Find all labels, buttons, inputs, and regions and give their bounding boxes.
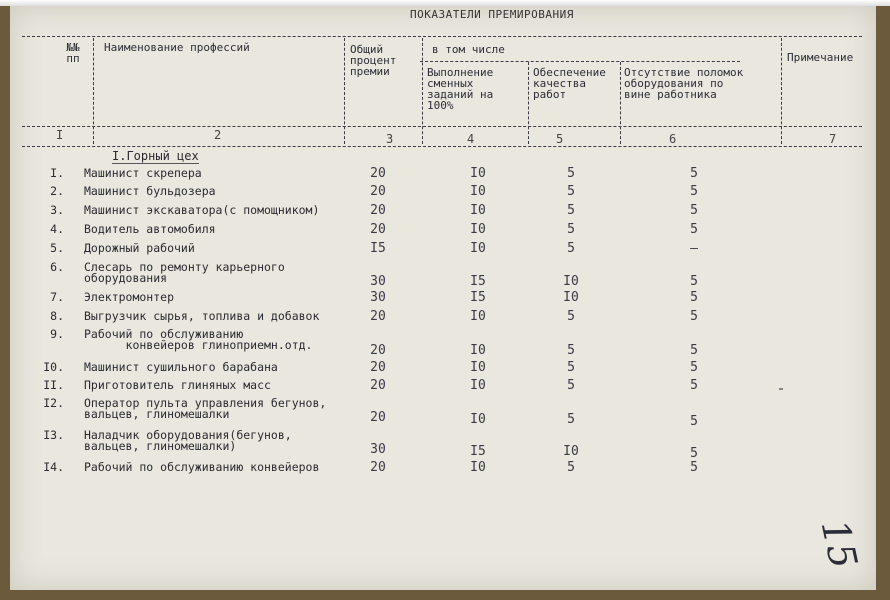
quality-percent: 5 bbox=[567, 184, 575, 199]
row-number: I0. bbox=[43, 360, 64, 374]
quality-percent: 5 bbox=[567, 222, 575, 237]
table-row bbox=[0, 186, 866, 204]
tasks-percent: I0 bbox=[470, 184, 486, 199]
total-percent: 20 bbox=[370, 222, 386, 237]
profession-name: Приготовитель глиняных масс bbox=[84, 378, 271, 392]
profession-name: Машинист бульдозера bbox=[84, 184, 216, 198]
tasks-percent: I5 bbox=[470, 274, 486, 289]
column-number-2: 2 bbox=[214, 128, 222, 142]
table-row bbox=[0, 428, 866, 461]
no-breakdown-percent: 5 bbox=[690, 166, 698, 181]
no-breakdown-percent: 5 bbox=[690, 414, 698, 429]
tasks-percent: I0 bbox=[470, 309, 486, 324]
profession-name: Оператор пульта управления бегунов, вальцев, глиномешалки bbox=[84, 396, 327, 421]
table-top-rule bbox=[22, 36, 862, 37]
row-number: I2. bbox=[43, 396, 64, 410]
total-percent: 30 bbox=[370, 290, 386, 305]
no-breakdown-percent: 5 bbox=[690, 203, 698, 218]
total-percent: 20 bbox=[370, 460, 386, 475]
total-percent: 20 bbox=[370, 360, 386, 375]
column-number-rule bbox=[22, 146, 862, 147]
header-sub1: Выполнение сменных заданий на 100% bbox=[427, 66, 494, 112]
quality-percent: 5 bbox=[567, 309, 575, 324]
header-sub2: Обеспечение качества работ bbox=[533, 66, 606, 101]
column-number-5: 5 bbox=[556, 132, 564, 146]
total-percent: 20 bbox=[370, 343, 386, 358]
tasks-percent: I0 bbox=[470, 241, 486, 256]
profession-name: Водитель автомобиля bbox=[84, 222, 216, 236]
row-number: I4. bbox=[43, 460, 64, 474]
header-name: Наименование профессий bbox=[104, 41, 250, 54]
tasks-percent: I0 bbox=[470, 203, 486, 218]
column-number-7: 7 bbox=[829, 132, 837, 146]
quality-percent: 5 bbox=[567, 343, 575, 358]
tasks-percent: I0 bbox=[470, 166, 486, 181]
row-number: 9. bbox=[50, 327, 64, 341]
total-percent: 30 bbox=[370, 442, 386, 457]
total-percent: 20 bbox=[370, 203, 386, 218]
table-row bbox=[0, 327, 866, 358]
no-breakdown-percent: 5 bbox=[690, 460, 698, 475]
column-number-3: 3 bbox=[386, 132, 394, 146]
profession-name: Наладчик оборудования(бегунов, вальцев, глиномешалки) bbox=[84, 428, 292, 453]
profession-name: Рабочий по обслуживанию конвейеров bbox=[84, 460, 320, 474]
col-divider-2 bbox=[344, 38, 345, 144]
col-divider-6 bbox=[781, 38, 782, 144]
ink-spot bbox=[779, 388, 783, 390]
total-percent: 20 bbox=[370, 378, 386, 393]
profession-name: Машинист скрепера bbox=[84, 166, 202, 180]
quality-percent: I0 bbox=[563, 444, 579, 459]
col-divider-5 bbox=[620, 62, 621, 144]
tasks-percent: I5 bbox=[470, 444, 486, 459]
col-divider-4 bbox=[528, 62, 529, 144]
no-breakdown-percent: 5 bbox=[690, 290, 698, 305]
row-number: 6. bbox=[50, 260, 64, 274]
profession-name: Рабочий по обслуживанию конвейеров глиноприемн.отд. bbox=[84, 327, 313, 352]
table-row bbox=[0, 292, 866, 310]
tasks-percent: I0 bbox=[470, 343, 486, 358]
quality-percent: 5 bbox=[567, 241, 575, 256]
profession-name: Электромонтер bbox=[84, 290, 175, 304]
quality-percent: 5 bbox=[567, 360, 575, 375]
quality-percent: 5 bbox=[567, 166, 575, 181]
total-percent: I5 bbox=[370, 241, 386, 256]
row-number: 8. bbox=[50, 309, 64, 323]
total-percent: 30 bbox=[370, 274, 386, 289]
quality-percent: 5 bbox=[567, 378, 575, 393]
no-breakdown-percent: 5 bbox=[690, 360, 698, 375]
col-divider-3 bbox=[422, 38, 423, 144]
no-breakdown-percent: 5 bbox=[690, 309, 698, 324]
tasks-percent: I0 bbox=[470, 222, 486, 237]
quality-percent: 5 bbox=[567, 203, 575, 218]
document-title: ПОКАЗАТЕЛИ ПРЕМИРОВАНИЯ bbox=[410, 8, 574, 21]
profession-name: Машинист экскаватора(с помощником) bbox=[84, 203, 320, 217]
header-num: №№ пп bbox=[66, 41, 80, 65]
row-number: 5. bbox=[50, 241, 64, 255]
table-row bbox=[0, 396, 866, 429]
quality-percent: I0 bbox=[563, 290, 579, 305]
table-row bbox=[0, 462, 866, 480]
tasks-percent: I0 bbox=[470, 412, 486, 427]
no-breakdown-percent: 5 bbox=[690, 222, 698, 237]
tasks-percent: I0 bbox=[470, 378, 486, 393]
tasks-percent: I0 bbox=[470, 460, 486, 475]
total-percent: 20 bbox=[370, 166, 386, 181]
handwritten-page-number: 15 bbox=[812, 515, 866, 573]
profession-name: Машинист сушильного барабана bbox=[84, 360, 278, 374]
profession-name: Дорожный рабочий bbox=[84, 241, 195, 255]
profession-name: Выгрузчик сырья, топлива и добавок bbox=[84, 309, 320, 323]
quality-percent: I0 bbox=[563, 274, 579, 289]
header-including: в том числе bbox=[432, 43, 505, 56]
profession-name: Слесарь по ремонту карьерного оборудования bbox=[84, 260, 285, 285]
total-percent: 20 bbox=[370, 410, 386, 425]
tasks-percent: I0 bbox=[470, 360, 486, 375]
header-sub3: Отсутствие поломок оборудования по вине работника bbox=[624, 66, 744, 101]
row-number: II. bbox=[43, 378, 64, 392]
header-total: Общий процент премии bbox=[350, 43, 397, 78]
column-number-4: 4 bbox=[467, 132, 475, 146]
total-percent: 20 bbox=[370, 184, 386, 199]
row-number: I3. bbox=[43, 428, 64, 442]
quality-percent: 5 bbox=[567, 412, 575, 427]
row-number: 2. bbox=[50, 184, 64, 198]
table-row bbox=[0, 224, 866, 242]
tasks-percent: I5 bbox=[470, 290, 486, 305]
row-number: I. bbox=[50, 166, 64, 180]
row-number: 4. bbox=[50, 222, 64, 236]
no-breakdown-percent: 5 bbox=[690, 184, 698, 199]
no-breakdown-percent: 5 bbox=[690, 343, 698, 358]
table-row bbox=[0, 260, 866, 289]
including-rule bbox=[420, 61, 740, 62]
no-breakdown-percent: 5 bbox=[690, 378, 698, 393]
column-number-6: 6 bbox=[669, 132, 677, 146]
table-row bbox=[0, 205, 866, 223]
col-divider-1 bbox=[93, 38, 94, 144]
no-breakdown-percent: – bbox=[690, 241, 698, 256]
table-row bbox=[0, 243, 866, 261]
row-number: 7. bbox=[50, 290, 64, 304]
no-breakdown-percent: 5 bbox=[690, 446, 698, 461]
no-breakdown-percent: 5 bbox=[690, 274, 698, 289]
quality-percent: 5 bbox=[567, 460, 575, 475]
header-note: Примечание bbox=[787, 51, 854, 64]
row-number: 3. bbox=[50, 203, 64, 217]
section-heading: I.Горный цех bbox=[112, 149, 199, 163]
column-number-1: I bbox=[56, 128, 64, 142]
header-rule bbox=[22, 126, 862, 127]
total-percent: 20 bbox=[370, 309, 386, 324]
